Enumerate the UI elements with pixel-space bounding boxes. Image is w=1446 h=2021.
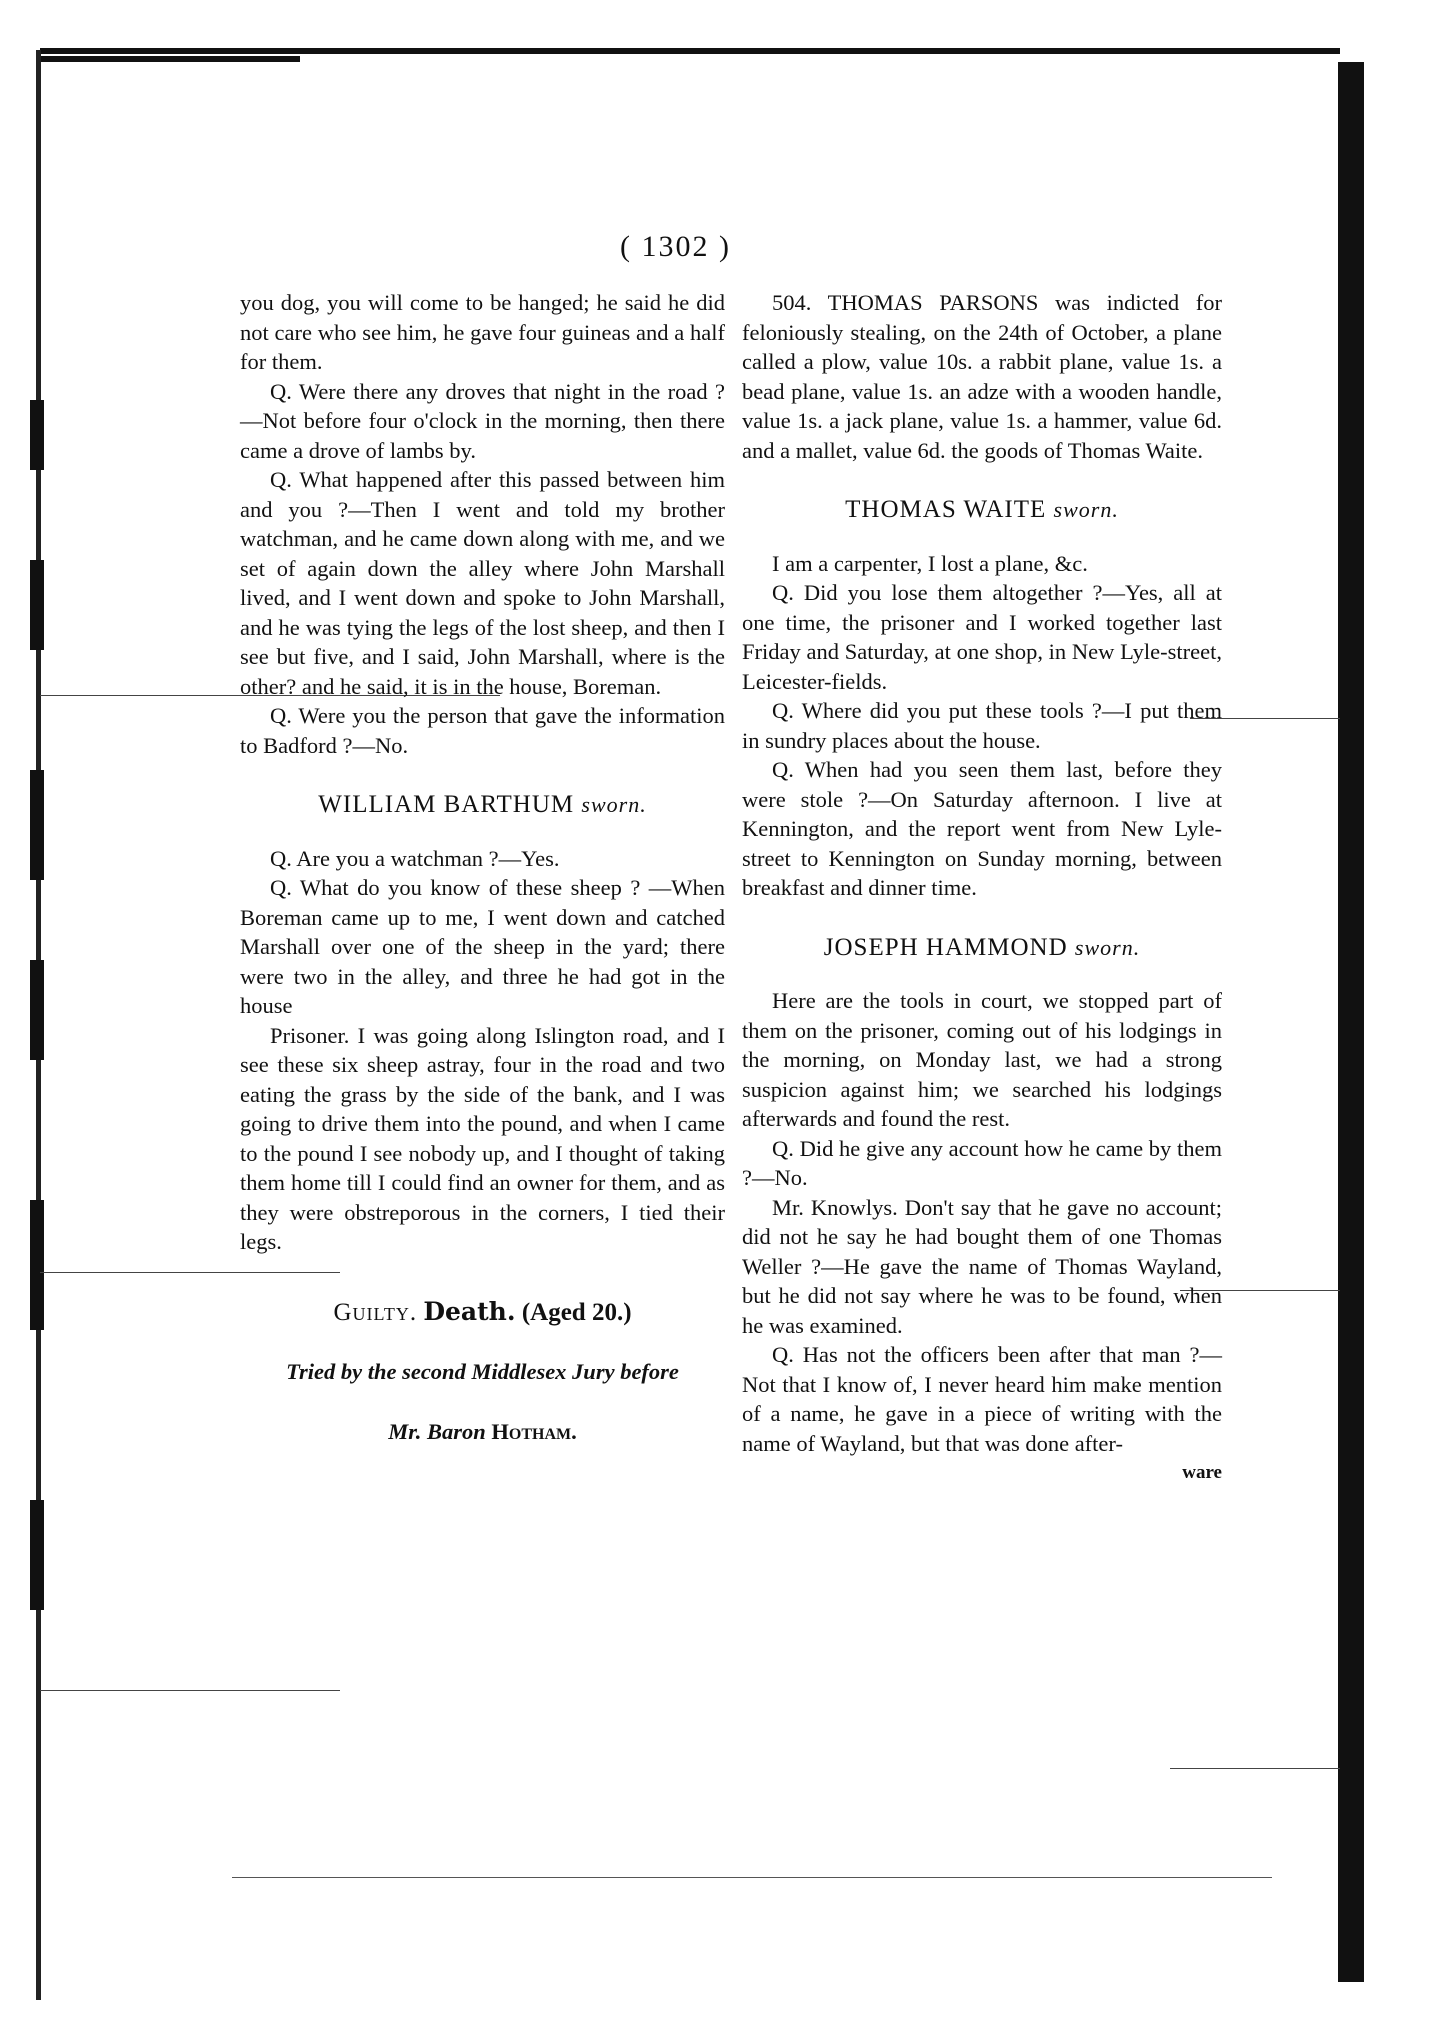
paragraph: Q. Did you lose them altogether ?—Yes, all at one time, the prisoner and I worked together last Friday and Saturday, at one shop, in New Lyle-street, Leicester-fields. [742,580,1222,694]
paragraph: Q. When had you seen them last, before they were stole ?—On Saturday afternoon. I live at Kennington, and the report went from New Lyle-street to Kennington on Sunday morning, between breakfast and dinner time. [742,757,1222,900]
scan-left-mark [30,560,44,650]
tried-line: Tried by the second Middlesex Jury before [286,1359,679,1384]
left-column [240,288,725,1446]
verdict-guilty: Guilty. [333,1298,418,1326]
sworn-label: sworn. [1053,497,1119,522]
witness-name: WILLIAM BARTHUM [318,791,575,818]
scan-left-mark [30,400,44,470]
scan-bottom-rule [232,1877,1272,1878]
paragraph: Mr. Knowlys. Don't say that he gave no account; did not he say he had bought them of one Thomas Weller ?—He gave the name of Thomas Wayland, but he did not say where he was to be found, when he was examined. [742,1194,1222,1338]
witness-name: THOMAS WAITE [845,496,1047,523]
scan-left-mark [30,1500,44,1610]
scan-top-rule [40,48,1340,54]
sworn-label: sworn. [581,792,647,817]
verdict-age: (Aged 20.) [521,1298,632,1326]
page-number: ( 1302 ) [620,230,731,263]
sworn-label: sworn. [1074,934,1141,960]
judge-name: Hotham. [491,1418,577,1444]
paragraph: Q. Did he give any account how he came by them ?—No. [742,1135,1222,1190]
witness-heading [742,933,1222,963]
paragraph: Q. Are you a watchman ?—Yes. [270,845,560,871]
paragraph: you dog, you will come to be hanged; he said he did not care who see him, he gave four guineas and a half for them. [240,290,725,374]
paragraph: I am a carpenter, I lost a plane, &c. [772,550,1088,576]
scan-left-mark [30,1200,44,1330]
witness-name: JOSEPH HAMMOND [823,933,1068,961]
judge-line [240,1417,725,1447]
paragraph: Q. What do you know of these sheep ? —When Boreman came up to me, I went down and catched Marshall over one of the sheep in the yard; there were two in the alley, and three he had got in the house [240,875,725,1018]
paragraph: Q. Were you the person that gave the information to Badford ?—No. [240,703,725,758]
catchword: ware [1182,1462,1222,1483]
paragraph: Q. Were there any droves that night in the road ?—Not before four o'clock in the morning, then there came a drove of lambs by. [240,378,725,463]
paragraph: Prisoner. I was going along Islington road, and I see these six sheep astray, four in the road and two eating the grass by the side of the bank, and I was going to drive them into the pound, and when I came to the pound I see nobody up, and I thought of taking them home till I could find an owner for them, and as they were obstreporous in the corners, I tied their legs. [240,1022,725,1254]
verdict [240,1297,725,1328]
scan-stray-line [40,1690,340,1691]
scan-top-rule-thick [40,56,300,62]
scan-left-mark [30,770,44,880]
paragraph: Here are the tools in court, we stopped part of them on the prisoner, coming out of his lodgings in the morning, on Monday last, we had a strong suspicion against him; we searched his lodgings afterwards and found the rest. [742,988,1222,1131]
case-intro: 504. THOMAS PARSONS was indicted for feloniously stealing, on the 24th of October, a plane called a plow, value 10s. a rabbit plane, value 1s. a bead plane, value 1s. an adze with a wooden handle, value 1s. a jack plane, value 1s. a hammer, value 6d. and a mallet, value 6d. the goods of Thomas Waite. [742,290,1222,463]
paragraph: Q. What happened after this passed between him and you ?—Then I went and told my brother watchman, and he came down along with me, and we set of again down the alley where John Marshall lived, and I went down and spoke to John Marshall, and he was tying the legs of the lost sheep, and then I see but five, and I said, John Marshall, where is the other? and he said, it is in the house, Boreman. [240,467,725,699]
verdict-death: Death. [423,1296,516,1326]
judge-prefix: Mr. Baron [388,1418,486,1444]
witness-heading [240,790,725,820]
paragraph: Q. Has not the officers been after that man ?—Not that I know of, I never heard him make mention of a name, he gave in a piece of writing with the name of Wayland, but that was done after- [742,1342,1222,1456]
witness-heading [742,495,1222,525]
scan-right-edge-bar [1338,62,1364,1982]
scan-left-mark [30,960,44,1060]
scan-stray-line [1170,1768,1340,1769]
right-column [742,288,1222,1488]
paragraph: Q. Where did you put these tools ?—I put them in sundry places about the house. [742,698,1222,753]
